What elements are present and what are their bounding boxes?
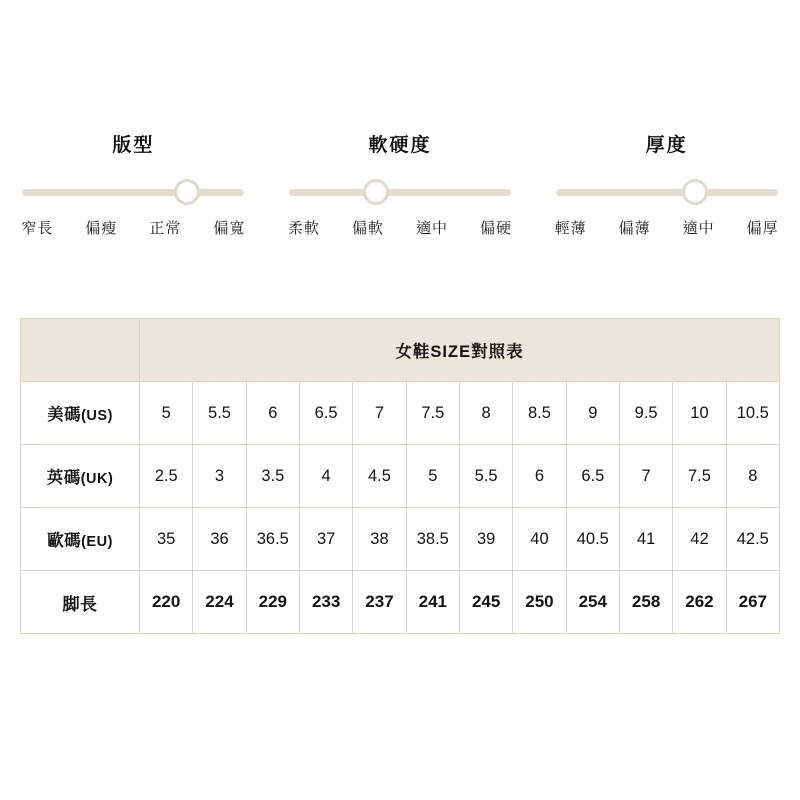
cell-uk-1: 3 xyxy=(193,445,246,508)
slider-track-bar-thickness xyxy=(556,189,778,196)
cell-us-10: 10 xyxy=(673,382,726,445)
cell-uk-7: 6 xyxy=(513,445,566,508)
cell-eu-2: 36.5 xyxy=(246,508,299,571)
cell-foot-0: 220 xyxy=(140,571,193,634)
cell-us-11: 10.5 xyxy=(726,382,779,445)
cell-eu-5: 38.5 xyxy=(406,508,459,571)
row-label-uk-text: 英碼 xyxy=(46,469,81,487)
cell-uk-6: 5.5 xyxy=(459,445,512,508)
cell-foot-6: 245 xyxy=(459,571,512,634)
size-chart-table xyxy=(20,318,780,634)
cell-uk-3: 4 xyxy=(299,445,352,508)
slider-title-softness: 軟硬度 xyxy=(368,135,432,156)
table-row xyxy=(21,571,780,634)
table-header-row xyxy=(21,319,780,382)
slider-label-fit-3: 偏寬 xyxy=(213,220,246,237)
attribute-sliders xyxy=(0,130,800,238)
slider-block-thickness xyxy=(533,130,800,238)
cell-foot-7: 250 xyxy=(513,571,566,634)
cell-eu-7: 40 xyxy=(513,508,566,571)
cell-eu-1: 36 xyxy=(193,508,246,571)
slider-knob-softness[interactable] xyxy=(363,179,389,205)
cell-foot-3: 233 xyxy=(299,571,352,634)
table-row xyxy=(21,445,780,508)
cell-eu-3: 37 xyxy=(299,508,352,571)
slider-labels-fit xyxy=(9,217,257,238)
cell-uk-5: 5 xyxy=(406,445,459,508)
cell-us-4: 7 xyxy=(353,382,406,445)
cell-eu-9: 41 xyxy=(619,508,672,571)
cell-uk-11: 8 xyxy=(726,445,779,508)
row-label-eu-unit: (EU) xyxy=(81,534,113,550)
row-label-foot-length-text: 脚長 xyxy=(62,594,98,614)
slider-track-thickness[interactable] xyxy=(556,179,778,205)
slider-label-thickness-1: 偏薄 xyxy=(618,220,651,237)
cell-us-1: 5.5 xyxy=(193,382,246,445)
cell-us-5: 7.5 xyxy=(406,382,459,445)
table-row xyxy=(21,382,780,445)
size-chart-wrapper xyxy=(20,318,780,634)
cell-foot-10: 262 xyxy=(673,571,726,634)
slider-track-bar-softness xyxy=(289,189,511,196)
slider-label-fit-2: 正常 xyxy=(149,220,182,237)
slider-label-softness-1: 偏軟 xyxy=(351,220,384,237)
row-label-eu-text: 歐碼 xyxy=(47,532,82,550)
cell-eu-0: 35 xyxy=(140,508,193,571)
cell-foot-8: 254 xyxy=(566,571,619,634)
cell-us-7: 8.5 xyxy=(513,382,566,445)
slider-labels-softness xyxy=(276,217,524,238)
cell-uk-8: 6.5 xyxy=(566,445,619,508)
cell-us-6: 8 xyxy=(459,382,512,445)
row-label-us-unit: (US) xyxy=(81,408,113,424)
cell-us-0: 5 xyxy=(140,382,193,445)
cell-eu-10: 42 xyxy=(673,508,726,571)
row-label-us xyxy=(21,382,140,445)
table-header-blank-cell xyxy=(21,319,140,382)
slider-label-softness-3: 偏硬 xyxy=(479,220,512,237)
slider-label-softness-0: 柔軟 xyxy=(287,220,320,237)
slider-knob-thickness[interactable] xyxy=(682,179,708,205)
cell-us-3: 6.5 xyxy=(299,382,352,445)
cell-uk-4: 4.5 xyxy=(353,445,406,508)
slider-label-thickness-2: 適中 xyxy=(682,220,715,237)
cell-eu-6: 39 xyxy=(459,508,512,571)
cell-uk-9: 7 xyxy=(619,445,672,508)
slider-block-fit xyxy=(0,130,267,238)
cell-us-9: 9.5 xyxy=(619,382,672,445)
slider-label-thickness-0: 輕薄 xyxy=(554,220,587,237)
cell-eu-11: 42.5 xyxy=(726,508,779,571)
cell-foot-5: 241 xyxy=(406,571,459,634)
slider-track-bar-fit xyxy=(22,189,244,196)
row-label-uk xyxy=(21,445,140,508)
slider-title-thickness: 厚度 xyxy=(645,135,688,156)
slider-track-fit[interactable] xyxy=(22,179,244,205)
row-label-foot-length xyxy=(21,571,140,634)
cell-eu-8: 40.5 xyxy=(566,508,619,571)
slider-label-softness-2: 適中 xyxy=(415,220,448,237)
slider-knob-fit[interactable] xyxy=(174,179,200,205)
cell-uk-2: 3.5 xyxy=(246,445,299,508)
table-row xyxy=(21,508,780,571)
cell-uk-10: 7.5 xyxy=(673,445,726,508)
row-label-us-text: 美碼 xyxy=(47,406,82,424)
slider-label-thickness-3: 偏厚 xyxy=(746,220,779,237)
table-title: 女鞋SIZE對照表 xyxy=(140,319,780,382)
row-label-eu xyxy=(21,508,140,571)
cell-us-2: 6 xyxy=(246,382,299,445)
slider-title-fit: 版型 xyxy=(112,135,155,156)
cell-us-8: 9 xyxy=(566,382,619,445)
slider-label-fit-0: 窄長 xyxy=(21,220,54,237)
slider-label-fit-1: 偏瘦 xyxy=(85,220,118,237)
slider-block-softness xyxy=(267,130,534,238)
cell-foot-11: 267 xyxy=(726,571,779,634)
slider-labels-thickness xyxy=(543,217,791,238)
cell-foot-2: 229 xyxy=(246,571,299,634)
cell-foot-9: 258 xyxy=(619,571,672,634)
cell-foot-1: 224 xyxy=(193,571,246,634)
row-label-uk-unit: (UK) xyxy=(80,471,114,487)
cell-eu-4: 38 xyxy=(353,508,406,571)
cell-uk-0: 2.5 xyxy=(140,445,193,508)
cell-foot-4: 237 xyxy=(353,571,406,634)
slider-track-softness[interactable] xyxy=(289,179,511,205)
